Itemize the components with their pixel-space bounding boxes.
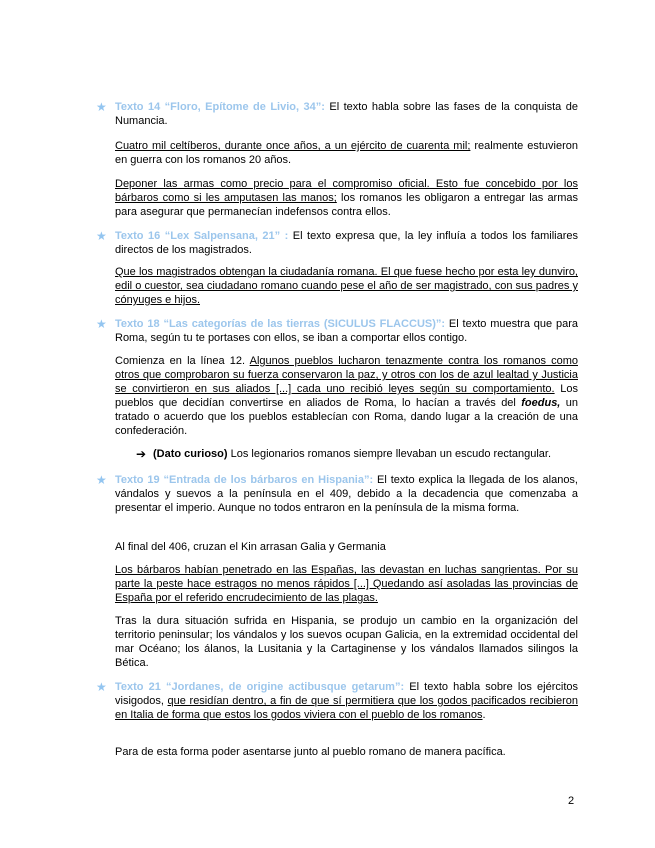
star-bullet-icon: ★ [96,100,107,114]
foedus-term: foedus, [521,397,561,409]
texto-19-para-2 [115,563,578,605]
texto-14-quote-1: Cuatro mil celtíberos, durante once años, a un ejército de cuarenta mil; [115,140,471,152]
texto-14-para-1 [115,139,578,167]
texto-19-intro [115,473,578,515]
arrow-right-icon: ➔ [136,447,147,461]
texto-18-para-1-c: un tratado o acuerdo que los pueblos establecían con Roma, dando lugar a la creación de una confederación. [115,397,578,437]
texto-14-para-1-rest: realmente estuvieron en guerra con los romanos 20 años. [115,140,578,166]
texto-21-summary-end: . [482,709,486,721]
page-number: 2 [568,795,575,807]
texto-21-summary: El texto habla sobre los ejércitos visigodos, [115,681,578,707]
texto-19-quote: Los bárbaros habían penetrado en las Españas, las devastan en luchas sangrientas. Por su parte la peste hace estragos no menos rápidos [...] Quedando así asoladas las provincias de España por el referido encrudecimiento de las plagas. [115,564,578,604]
star-bullet-icon: ★ [96,680,107,694]
texto-14-para-2 [115,177,578,219]
texto-19-para-3: Tras la dura situación sufrida en Hispania, se produjo un cambio en la organización del territorio peninsular; los vándalos y los suevos ocupan Galicia, en la extremidad occidental del mar Océano; los álanos, la Lusitania y la Cartaginense y los vándalos llamados silingos la Bética. [115,615,578,669]
texto-21-quote: que residían dentro, a fin de que sí permitiera que los godos pacificados recibieron en Italia de forma que estos los godos viviera con el pueblo de los romanos [115,695,578,721]
texto-16-title: Texto 16 “Lex Salpensana, 21” : [115,230,289,242]
dato-curioso-label: (Dato curioso) [153,448,228,460]
texto-14-para-2-rest: los romanos les obligaron a entregar las armas para asegurar que permanecían indefensos contra ellos. [115,192,579,218]
texto-16-para-1 [115,265,578,307]
texto-14-quote-2: Deponer las armas como precio para el compromiso oficial. Esto fue concebido por los bárbaros como si les amputasen las manos; [115,178,578,204]
texto-18-summary: El texto muestra que para Roma, según tu te portases con ellos, se iban a comportar ellos contigo. [115,318,579,344]
texto-16-quote: Que los magistrados obtengan la ciudadanía romana. El que fuese hecho por esta ley dunviro, edil o cuestor, sea ciudadano romano cuando pese el año de ser magistrado, con sus padres y cónyuges e hijos. [115,266,578,306]
texto-19-para-1: Al final del 406, cruzan el Kin arrasan Galia y Germania [115,541,386,553]
texto-14-summary: El texto habla sobre las fases de la conquista de Numancia. [115,101,578,127]
texto-14-title: Texto 14 “Floro, Epítome de Livio, 34”: [115,101,325,113]
texto-21-title: Texto 21 “Jordanes, de origine actibusque getarum”: [115,681,405,693]
texto-18-intro [115,317,578,345]
texto-18-para-1-b: Los pueblos que decidían convertirse en aliados de Roma, lo hacían a través del [115,383,578,409]
texto-18-quote: Algunos pueblos lucharon tenazmente contra los romanos como otros que comprobaron su fuerza conservaron la paz, y otros con los de azul lealtad y Justicia se convirtieron en sus aliados [...] cada uno recibió leyes según su comportamiento. [115,355,578,395]
star-bullet-icon: ★ [96,317,107,331]
star-bullet-icon: ★ [96,229,107,243]
texto-21-intro [115,680,578,722]
texto-16-intro [115,229,578,257]
texto-19-summary: El texto explica la llegada de los alanos, vándalos y suevos a la península en el 409, debido a la decadencia que comenzaba a presentar el imperio. Aunque no todos entraron en la península de la misma forma. [115,474,578,514]
texto-19-title: Texto 19 “Entrada de los bárbaros en Hispania”: [115,474,374,486]
texto-16-summary: El texto expresa que, la ley influía a todos los familiares directos de los magistrados. [115,230,579,256]
dato-curioso [153,447,578,461]
texto-21-para-1: Para de esta forma poder asentarse junto al pueblo romano de manera pacífica. [115,746,506,758]
texto-18-para-1 [115,354,578,438]
texto-18-para-1-a: Comienza en la línea 12. [115,355,250,367]
texto-14-intro [115,100,578,128]
star-bullet-icon: ★ [96,473,107,487]
dato-curioso-text: Los legionarios romanos siempre llevaban un escudo rectangular. [227,448,552,460]
texto-18-title: Texto 18 “Las categorías de las tierras (SICULUS FLACCUS)”: [115,318,446,330]
